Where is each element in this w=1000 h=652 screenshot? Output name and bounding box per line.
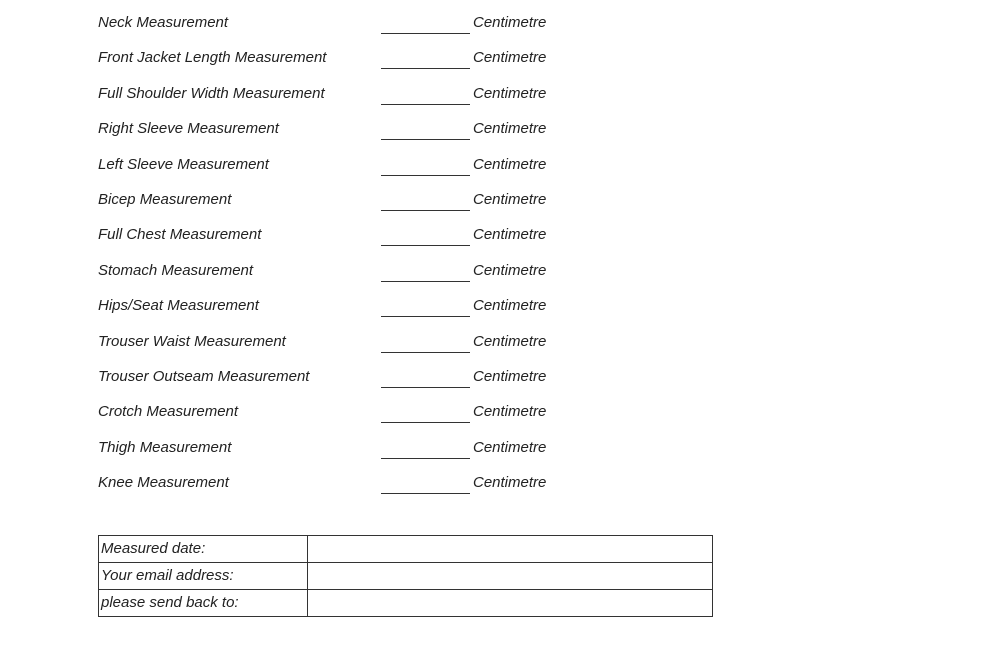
measurement-row-left-sleeve — [98, 154, 568, 189]
measurement-unit: Centimetre — [473, 14, 547, 31]
measurement-row-bicep — [98, 189, 568, 224]
measurement-row-thigh — [98, 437, 568, 472]
measurement-label: Right Sleeve Measurement — [98, 120, 279, 138]
measurement-label: Full Chest Measurement — [98, 226, 262, 244]
measurement-blank-line[interactable] — [381, 387, 470, 388]
measurement-blank-line[interactable] — [381, 139, 470, 140]
measurement-blank-line[interactable] — [381, 316, 470, 317]
measurement-blank-line[interactable] — [381, 493, 470, 494]
measured-date-label: Measured date: — [99, 536, 308, 563]
measurement-label: Left Sleeve Measurement — [98, 155, 269, 173]
measurement-row-trouser-outseam — [98, 366, 568, 401]
email-address-field[interactable] — [308, 563, 713, 590]
measurement-unit: Centimetre — [473, 226, 547, 244]
measurement-label: Knee Measurement — [98, 474, 229, 492]
measurement-label: Full Shoulder Width Measurement — [98, 84, 325, 102]
measurement-label: Trouser Outseam Measurement — [98, 367, 310, 385]
measurement-blank-line[interactable] — [381, 352, 470, 353]
measurement-unit: Centimetre — [473, 84, 547, 102]
measurement-unit: Centimetre — [473, 120, 547, 138]
measurement-unit: Centimetre — [473, 474, 547, 492]
measurement-label: Neck Measurement — [98, 14, 229, 31]
measurement-label: Stomach Measurement — [98, 261, 254, 279]
measurement-row-stomach — [98, 260, 568, 295]
measurement-row-crotch — [98, 401, 568, 436]
measurement-row-hips-seat — [98, 295, 568, 330]
measurement-label: Front Jacket Length Measurement — [98, 49, 327, 67]
send-back-to-field[interactable] — [308, 590, 713, 617]
measurement-blank-line[interactable] — [381, 281, 470, 282]
contact-info-table — [98, 535, 713, 617]
measurement-blank-line[interactable] — [381, 175, 470, 176]
measurement-blank-line[interactable] — [381, 33, 470, 34]
measurement-label: Hips/Seat Measurement — [98, 297, 259, 315]
measurement-row-trouser-waist — [98, 331, 568, 366]
measurement-row-right-sleeve — [98, 118, 568, 153]
measurement-blank-line[interactable] — [381, 245, 470, 246]
measurement-label: Thigh Measurement — [98, 438, 232, 456]
email-address-label: Your email address: — [99, 563, 308, 590]
measurement-row-knee — [98, 472, 568, 507]
measurement-unit: Centimetre — [473, 155, 547, 173]
measurement-blank-line[interactable] — [381, 210, 470, 211]
send-back-to-label: please send back to: — [99, 590, 308, 617]
measurement-row-neck — [98, 12, 568, 47]
measurement-label: Trouser Waist Measurement — [98, 332, 286, 350]
table-row — [99, 536, 713, 563]
table-row — [99, 590, 713, 617]
measurement-unit: Centimetre — [473, 297, 547, 315]
measurement-unit: Centimetre — [473, 190, 547, 208]
measurement-unit: Centimetre — [473, 49, 547, 67]
measurement-unit: Centimetre — [473, 332, 547, 350]
measurement-unit: Centimetre — [473, 403, 547, 421]
measurement-blank-line[interactable] — [381, 104, 470, 105]
measurement-unit: Centimetre — [473, 261, 547, 279]
measurement-blank-line[interactable] — [381, 422, 470, 423]
measurement-row-front-jacket-length — [98, 47, 568, 82]
measurement-label: Crotch Measurement — [98, 403, 239, 421]
measurement-unit: Centimetre — [473, 438, 547, 456]
table-row — [99, 563, 713, 590]
measurement-label: Bicep Measurement — [98, 190, 232, 208]
measurement-row-full-chest — [98, 224, 568, 259]
measurement-list — [98, 12, 568, 507]
measurement-blank-line[interactable] — [381, 458, 470, 459]
measurement-blank-line[interactable] — [381, 68, 470, 69]
measurement-row-full-shoulder-width — [98, 83, 568, 118]
measurement-unit: Centimetre — [473, 367, 547, 385]
measured-date-field[interactable] — [308, 536, 713, 563]
